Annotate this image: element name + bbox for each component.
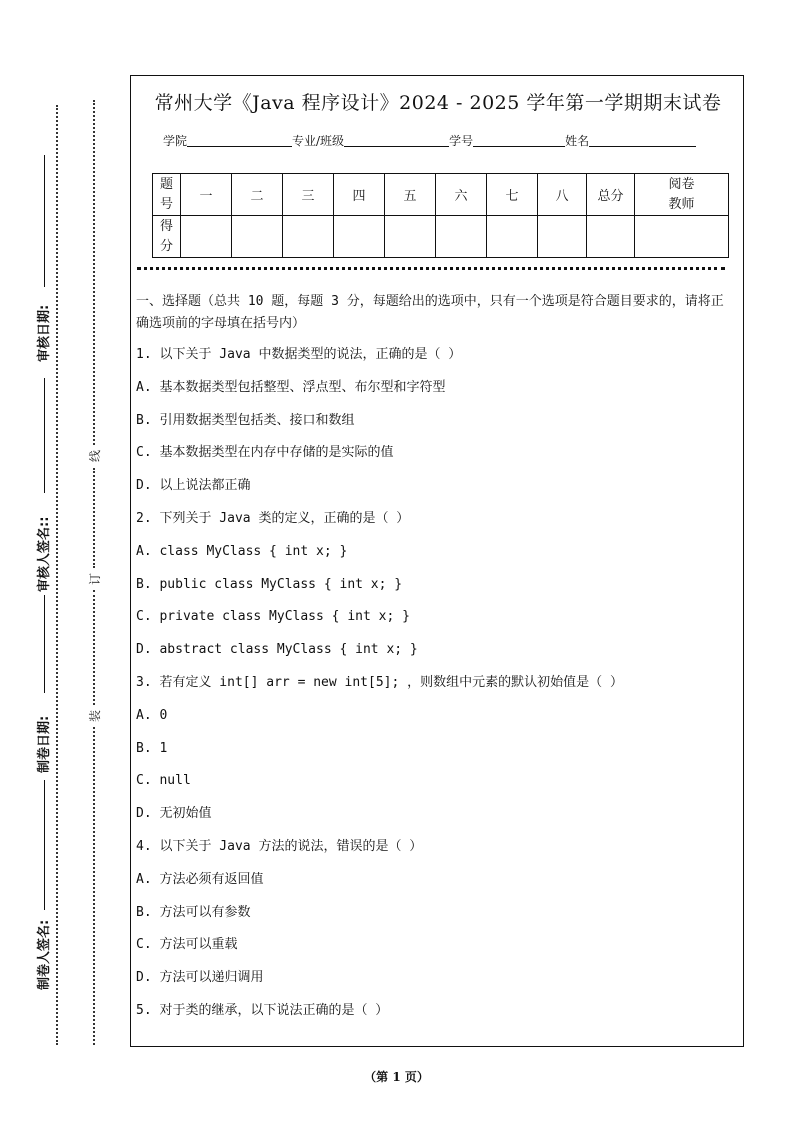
option-a[interactable]: A. 0 (136, 707, 168, 723)
college-blank[interactable] (187, 134, 292, 147)
option-d[interactable]: D. 无初始值 (136, 806, 212, 822)
option-b[interactable]: B. 1 (136, 740, 168, 756)
student-id-label: 学号 (449, 134, 474, 148)
score-label: 得分 (159, 218, 173, 254)
major-class-label: 专业/班级 (292, 134, 345, 148)
option-b[interactable]: B. 引用数据类型包括类、接口和数组 (136, 412, 355, 428)
inner-binding-line-mid2 (93, 590, 95, 705)
option-c[interactable]: C. null (136, 773, 191, 789)
option-a[interactable]: A. class MyClass { int x; } (136, 543, 348, 559)
question-stem: 1. 以下关于 Java 中数据类型的说法，正确的是（ ） (136, 347, 462, 362)
score-cell[interactable] (385, 216, 436, 258)
question-number-label: 题号 (159, 176, 173, 212)
student-info-row (163, 132, 696, 149)
reviewer-signature-line (44, 378, 45, 493)
score-table-header-row (153, 174, 729, 216)
column-header: 五 (385, 174, 436, 216)
question-number-label-cell (153, 174, 181, 216)
question-stem: 5. 对于类的继承，以下说法正确的是（ ） (136, 1002, 389, 1018)
student-id-blank[interactable] (473, 134, 565, 147)
option-b[interactable]: B. 方法可以有参数 (136, 904, 251, 920)
option-c[interactable]: C. 方法可以重载 (136, 937, 238, 953)
score-cell[interactable] (436, 216, 487, 258)
score-table-score-row (153, 216, 729, 258)
option-d[interactable]: D. 方法可以递归调用 (136, 970, 264, 986)
maker-signature-line (44, 780, 45, 910)
grader-label-cell (635, 174, 729, 216)
grader-signature-cell[interactable] (635, 216, 729, 258)
inner-binding-line-top (93, 100, 95, 445)
page-number: （第 1 页） (364, 1070, 429, 1084)
college-label: 学院 (163, 134, 188, 148)
score-cell[interactable] (181, 216, 232, 258)
binding-fasten-char: 装 (88, 709, 102, 722)
binding-order-char: 订 (88, 572, 102, 585)
grader-label: 阅卷教师 (668, 176, 695, 212)
outer-binding-line (56, 105, 58, 1045)
column-header: 三 (283, 174, 334, 216)
inner-binding-line-bottom (93, 727, 95, 1045)
option-a[interactable]: A. 基本数据类型包括整型、浮点型、布尔型和字符型 (136, 379, 446, 395)
reviewer-date-label: 审核日期: (37, 304, 52, 362)
maker-signature-label: 制卷人签名: (37, 919, 52, 990)
column-header: 总分 (587, 174, 635, 216)
column-header: 八 (538, 174, 587, 216)
inner-binding-line-mid1 (93, 468, 95, 568)
exam-frame (130, 75, 744, 1047)
binding-line-char: 线 (88, 449, 102, 462)
score-cell[interactable] (334, 216, 385, 258)
score-label-cell (153, 216, 181, 258)
header-separator (137, 267, 725, 270)
exam-title: 常州大学《Java 程序设计》2024 - 2025 学年第一学期期末试卷 (154, 92, 722, 114)
option-d[interactable]: D. abstract class MyClass { int x; } (136, 642, 418, 658)
score-cell[interactable] (232, 216, 283, 258)
total-score-cell[interactable] (587, 216, 635, 258)
major-class-blank[interactable] (344, 134, 449, 147)
score-table (152, 173, 729, 258)
question-stem: 4. 以下关于 Java 方法的说法，错误的是（ ） (136, 838, 423, 854)
column-header: 二 (232, 174, 283, 216)
exam-content (136, 291, 736, 1033)
section-1-heading: 一、选择题（总共 10 题，每题 3 分，每题给出的选项中，只有一个选项是符合题目要求的，请将正确选项前的字母填在括号内） (136, 294, 724, 331)
question-stem: 2. 下列关于 Java 类的定义，正确的是（ ） (136, 510, 410, 526)
option-d[interactable]: D. 以上说法都正确 (136, 478, 251, 494)
option-c[interactable]: C. 基本数据类型在内存中存储的是实际的值 (136, 445, 394, 461)
score-cell[interactable] (283, 216, 334, 258)
name-blank[interactable] (589, 134, 696, 147)
score-cell[interactable] (538, 216, 587, 258)
maker-date-line (44, 595, 45, 693)
option-b[interactable]: B. public class MyClass { int x; } (136, 576, 403, 592)
column-header: 一 (181, 174, 232, 216)
column-header: 四 (334, 174, 385, 216)
question-stem: 3. 若有定义 int[] arr = new int[5]; ，则数组中元素的默认初始值是（ ） (136, 674, 623, 690)
reviewer-signature-label: 审核人签名:: (37, 516, 52, 592)
column-header: 七 (487, 174, 538, 216)
maker-date-label: 制卷日期: (37, 715, 52, 773)
option-a[interactable]: A. 方法必须有返回值 (136, 871, 264, 887)
column-header: 六 (436, 174, 487, 216)
option-c[interactable]: C. private class MyClass { int x; } (136, 609, 410, 625)
score-cell[interactable] (487, 216, 538, 258)
name-label: 姓名 (565, 134, 590, 148)
reviewer-date-line (44, 155, 45, 287)
